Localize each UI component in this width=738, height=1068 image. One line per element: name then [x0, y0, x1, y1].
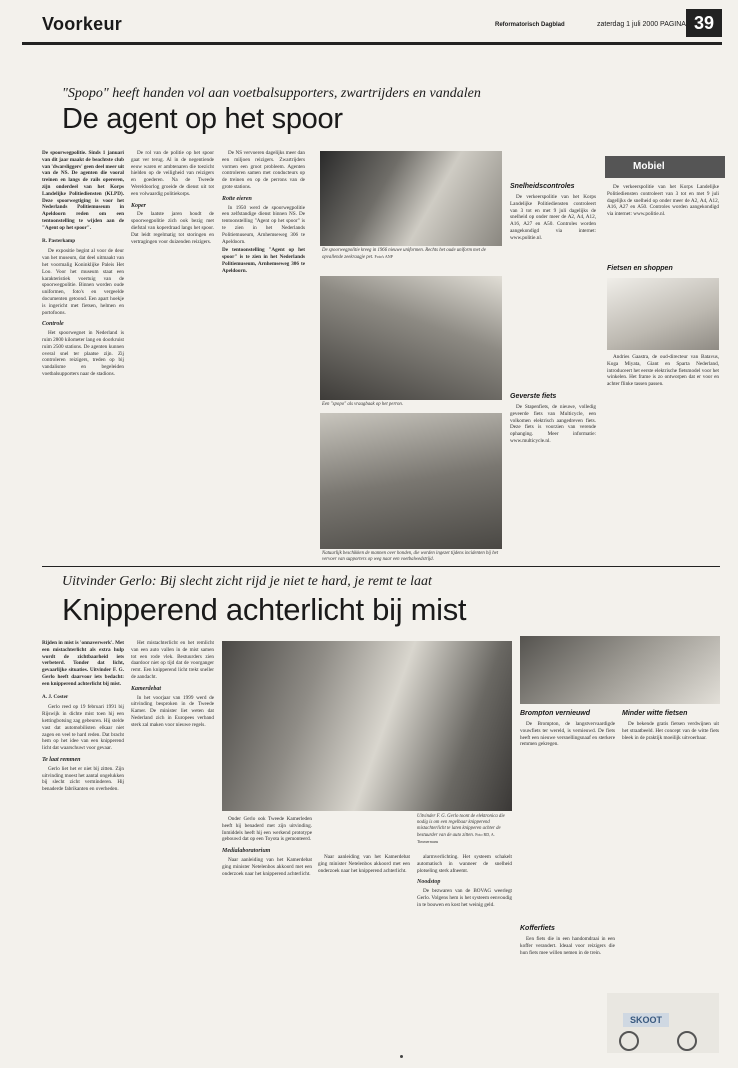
photo-image — [222, 641, 512, 811]
article2-kicker: Uitvinder Gerlo: Bij slecht zicht rijd je niet te hard, je remt te laat — [62, 574, 432, 589]
page-number: 39 — [686, 9, 722, 37]
article1-subhead: Koper — [131, 202, 146, 209]
wheel-icon — [677, 1031, 697, 1051]
article1-subhead: Controle — [42, 321, 64, 328]
exhibition-info: De tentoonstelling "Agent op het spoor" is te zien in het Nederlands Politiemuseum, Arnhemseweg 306 te Apeldoorn. — [222, 247, 305, 274]
article2-text: Onder Gerlo ook Tweede Kamerleden heeft hij benaderd met zijn uitvinding. Inmiddels heeft hij een werkend prototype gebouwd dat op een Toyota is gemonteerd. — [222, 816, 312, 843]
side-heading: Kofferfiets — [520, 925, 555, 932]
article2-column-4a — [318, 854, 410, 1050]
article2-column-3 — [222, 816, 312, 1050]
photo-folding-bikes — [520, 636, 720, 704]
photo-image — [607, 278, 719, 350]
article2-text: In het voorjaar van 1999 werd de uitvinding besproken in de Tweede Kamer. De minister liet weten dat Nederland zich in Europees verband sterk zal maken voor nieuwe regels. — [131, 694, 214, 728]
article2-byline: A. J. Coster — [42, 693, 69, 700]
article2-subhead: Noodstop — [417, 879, 441, 886]
article1-text: Het spoorwegnet in Nederland is ruim 2800 kilometer lang en doorkruist ruim 2500 stations. De agenten kunnen overal snel ter plaatse zijn. Zij controleren reizigers, treden op bij vandalisme en begeleiden voetbalsupporters naar de stadions. — [42, 330, 124, 377]
article1-text: De rol van de politie op het spoor gaat ver terug. Al in de negentiende eeuw waren er ambtenaren die toezicht hielden op de veiligheid van reizigers en goederen. Na de Tweede Wereldoorlog groeide de dienst uit tot een volwaardig politiekorps. — [131, 150, 214, 197]
photo-train-police — [320, 151, 502, 246]
article1-text: De laatste jaren houdt de spoorwegpolitie zich ook bezig met diefstal van koperdraad langs het spoor. Dat leidt regelmatig tot storingen en vertragingen voor duizenden reizigers. — [131, 211, 214, 245]
article2-column-1 — [42, 640, 124, 1050]
article2-column-2 — [131, 640, 214, 1050]
caption-text: Natuurlijk beschikken de mannen over honden, die worden ingezet tijdens incidenten bij het vervoer van supporters op weg naar een voetbalwedstrijd. — [322, 551, 499, 562]
caption-photo-1 — [322, 248, 502, 262]
photo-image — [320, 276, 502, 400]
mobiel-text-3 — [607, 354, 719, 554]
date-line: zaterdag 1 juli 2000 PAGINA — [597, 21, 686, 28]
caption-car — [417, 814, 512, 850]
article1-lead: De spoorwegpolitie. Sinds 1 januari van dit jaar maakt de beachtste club van 'dwarsliggers' geen deel meer uit van de NS. De agenten die vooral treinen en langs de rails opereren, zijn onderdeel van het Korps Landelijke Politiediensten (KLPD). Deze spoorwegtiging is voor het Nederlands Politiemuseum in Apeldoorn reden om een tentoonstelling te wijden aan de "Agent op het spoor". — [42, 150, 124, 231]
article2-subhead: Medialaboratorium — [222, 848, 271, 855]
side-text-2 — [520, 936, 615, 1016]
mobiel-text: Andries Gaastra, de oud-directeur van Batavus, Koga Miyata, Giant en Sparta Nederland, introduceert het eerste elektrische fietsmodel voor het winkelen. Het frame is zo ontworpen dat er voor en achter flinke tassen passen. — [607, 354, 719, 388]
article2-text: alarmverlichting. Het systeem schakelt automatisch in wanneer de snelheid plotseling sterk afneemt. — [417, 854, 512, 874]
caption-text: Een "spopo" als vraagbaak op het perron. — [322, 402, 403, 407]
photo-supporters-dogs — [320, 413, 502, 549]
side-text-1 — [520, 721, 615, 921]
photo-platform-officer — [320, 276, 502, 400]
section-divider — [42, 566, 720, 567]
caption-photo-3 — [322, 551, 504, 565]
mobiel-text: De Stapenfiets, de nieuwe, volledig geveerde fiets van Multicycle, een volkomen elektrisch aangedreven fiets. Deze fiets is voorzien van verende ophanging. Meer informatie: www.multicycle.nl. — [510, 404, 596, 444]
article1-subhead: Rotte eieren — [222, 195, 252, 202]
article2-text: Gerlo reed op 19 februari 1991 bij Rijswijk in dichte mist toen hij een kettingbotsing zag gebeuren. Hij stelde vast dat automobilisten elkaar niet zagen en veel te hard reden. Dat bracht hem op het idee van een knipperend licht dat waarschuwt voor gevaar. — [42, 704, 124, 752]
article1-headline: De agent op het spoor — [62, 103, 343, 135]
photo-credit: Foto RD, A. Timmermans — [417, 832, 495, 844]
photo-image — [320, 151, 502, 246]
article2-column-4 — [417, 854, 512, 1050]
photo-image — [320, 413, 502, 549]
mobiel-text: De verkeerspolitie van het Korps Landelijke Politiediensten controleert van 3 tot en met 9 juli dagelijks de snelheid op onder meer de A2, A4, A12, A16, A27 en A50. Controles worden aangekondigd via internet: www.politie.nl. — [510, 194, 596, 241]
article2-subhead: Kamerdebat — [131, 685, 161, 692]
article2-lead: Rijden in mist is 'onnaverwerk'. Met een mistachterlicht als extra hulp wordt de zichtbaarheid iets verbeterd. Tonder dat licht, gevaarlijke situaties. Uitvinder F. G. Gerlo heeft daarvoor iets bedacht: een knipperend achterlicht bij mist. — [42, 640, 124, 687]
side-text: De Brompton, de langstvervaardigde vouwfiets ter wereld, is vernieuwd. De fiets heeft een nieuwe versnellingsnaaf en sterkere remmen gekregen. — [520, 721, 615, 748]
article2-text: De bezwaren van de BOVAG weerlegt Gerlo. Volgens hem is het systeem eenvoudig in te bouwen en kost het weinig geld. — [417, 888, 512, 908]
article1-byline: R. Pasterkamp — [42, 237, 76, 244]
side-text-3 — [622, 721, 719, 931]
article2-text: Naar aanleiding van het Kamerdebat ging minister Netelenbos akkoord met een onderzoek naar het knipperend achterlicht. — [318, 854, 410, 874]
article1-text: In 1950 werd de spoorwegpolitie een zelfstandige dienst binnen NS. De tentoonstelling "Agent op het spoor" is te zien in het Nederlands Politiemuseum, Arnhemseweg 306 te Apeldoorn. — [222, 204, 305, 245]
photo-car-inventor — [222, 641, 512, 811]
mobiel-heading: Fietsen en shoppen — [607, 265, 673, 272]
side-heading: Brompton vernieuwd — [520, 710, 591, 717]
mobiel-text: De verkeerspolitie van het Korps Landelijke Politiediensten controleert van 3 tot en met 9 juli dagelijks de snelheid op onder meer de A2, A4, A12, A16, A27 en A50. Controles worden aangekondigd via internet: www.politie.nl. — [607, 184, 719, 218]
side-text: De bekende gratis fietsen verdwijnen uit het straatbeeld. Het concept van de witte fiets bleek in de praktijk moeilijk uitvoerbaar. — [622, 721, 719, 741]
mobiel-heading: Snelheidscontroles — [510, 183, 575, 190]
article1-text: De NS vervoeren dagelijks meer dan een miljoen reizigers. Zwartrijders vormen een groot probleem. Agenten controleren samen met conducteurs op de treinen en op de perrons van de grote stations. — [222, 150, 305, 190]
caption-text: De spoorwegpolitie kreeg in 1966 nieuwe uniformen. Rechts het oude uniform met de opvallende zeekraagje pet. — [322, 248, 486, 260]
caption-text: Uitvinder F. G. Gerlo toont de elektronica die nodig is om een regelbaar knipperend mistachterlicht te laten knipperen achter de bestuurder van de auto zitten. — [417, 814, 505, 838]
article2-headline: Knipperend achterlicht bij mist — [62, 592, 467, 627]
caption-photo-2 — [322, 402, 502, 410]
mobiel-heading: Geverste fiets — [510, 393, 557, 400]
mobiel-text-1 — [510, 194, 596, 384]
article1-column-3 — [222, 150, 305, 560]
photo-skoot-bike — [607, 993, 719, 1053]
wheel-icon — [619, 1031, 639, 1051]
photo-image — [520, 636, 720, 704]
article2-subhead: Te laat remmen — [42, 756, 81, 763]
article1-column-1 — [42, 150, 124, 560]
photo-credit: Foto's ANP — [374, 254, 393, 259]
section-name: Voorkeur — [42, 14, 123, 34]
mobiel-section-tag: Mobiel — [605, 156, 725, 178]
article2-text: Naar aanleiding van het Kamerdebat ging minister Netelenbos akkoord met een onderzoek naar het knipperend achterlicht. — [222, 856, 312, 877]
article1-column-2 — [131, 150, 214, 560]
article1-text: De expositie begint al voor de deur van het museum, dat deel uitmaakt van het voormalig Koninklijke Paleis Het Loo. Voor het museum staat een karakteristiek voertuig van de spoorwegpolitie. Binnen worden oude uniformen, foto's en vergeelde documenten getoond. Een apart hoekje is ingericht met fietsen, helmen en portofoons. — [42, 248, 124, 316]
side-text: Een fiets die in een handomdraai in een koffer verandert. Ideaal voor reizigers die hun fiets mee willen nemen in de trein. — [520, 936, 615, 956]
mobiel-text-2 — [510, 404, 596, 549]
skoot-logo: SKOOT — [623, 1013, 669, 1027]
side-heading: Minder witte fietsen — [622, 710, 688, 717]
newspaper-name: Reformatorisch Dagblad — [495, 22, 565, 28]
page-header — [22, 8, 722, 45]
article2-text: Gerlo liet het er niet bij zitten. Zijn uitvinding moest het aantal ongelukken bij slecht zicht verminderen. Hij benaderde fabrikanten en overheden. — [42, 765, 124, 793]
photo-ebike — [607, 278, 719, 350]
article1-kicker: "Spopo" heeft handen vol aan voetbalsupporters, zwartrijders en vandalen — [62, 86, 481, 101]
page-dot — [400, 1055, 403, 1058]
article2-text: Het mistachterlicht en het remlicht van een auto vallen in de mist samen tot een rode vlek. Bestuurders zien daardoor niet op tijd dat de voorganger remt. Een knipperend licht trekt sneller de aandacht. — [131, 640, 214, 680]
mobiel-text-top-right — [607, 184, 719, 256]
